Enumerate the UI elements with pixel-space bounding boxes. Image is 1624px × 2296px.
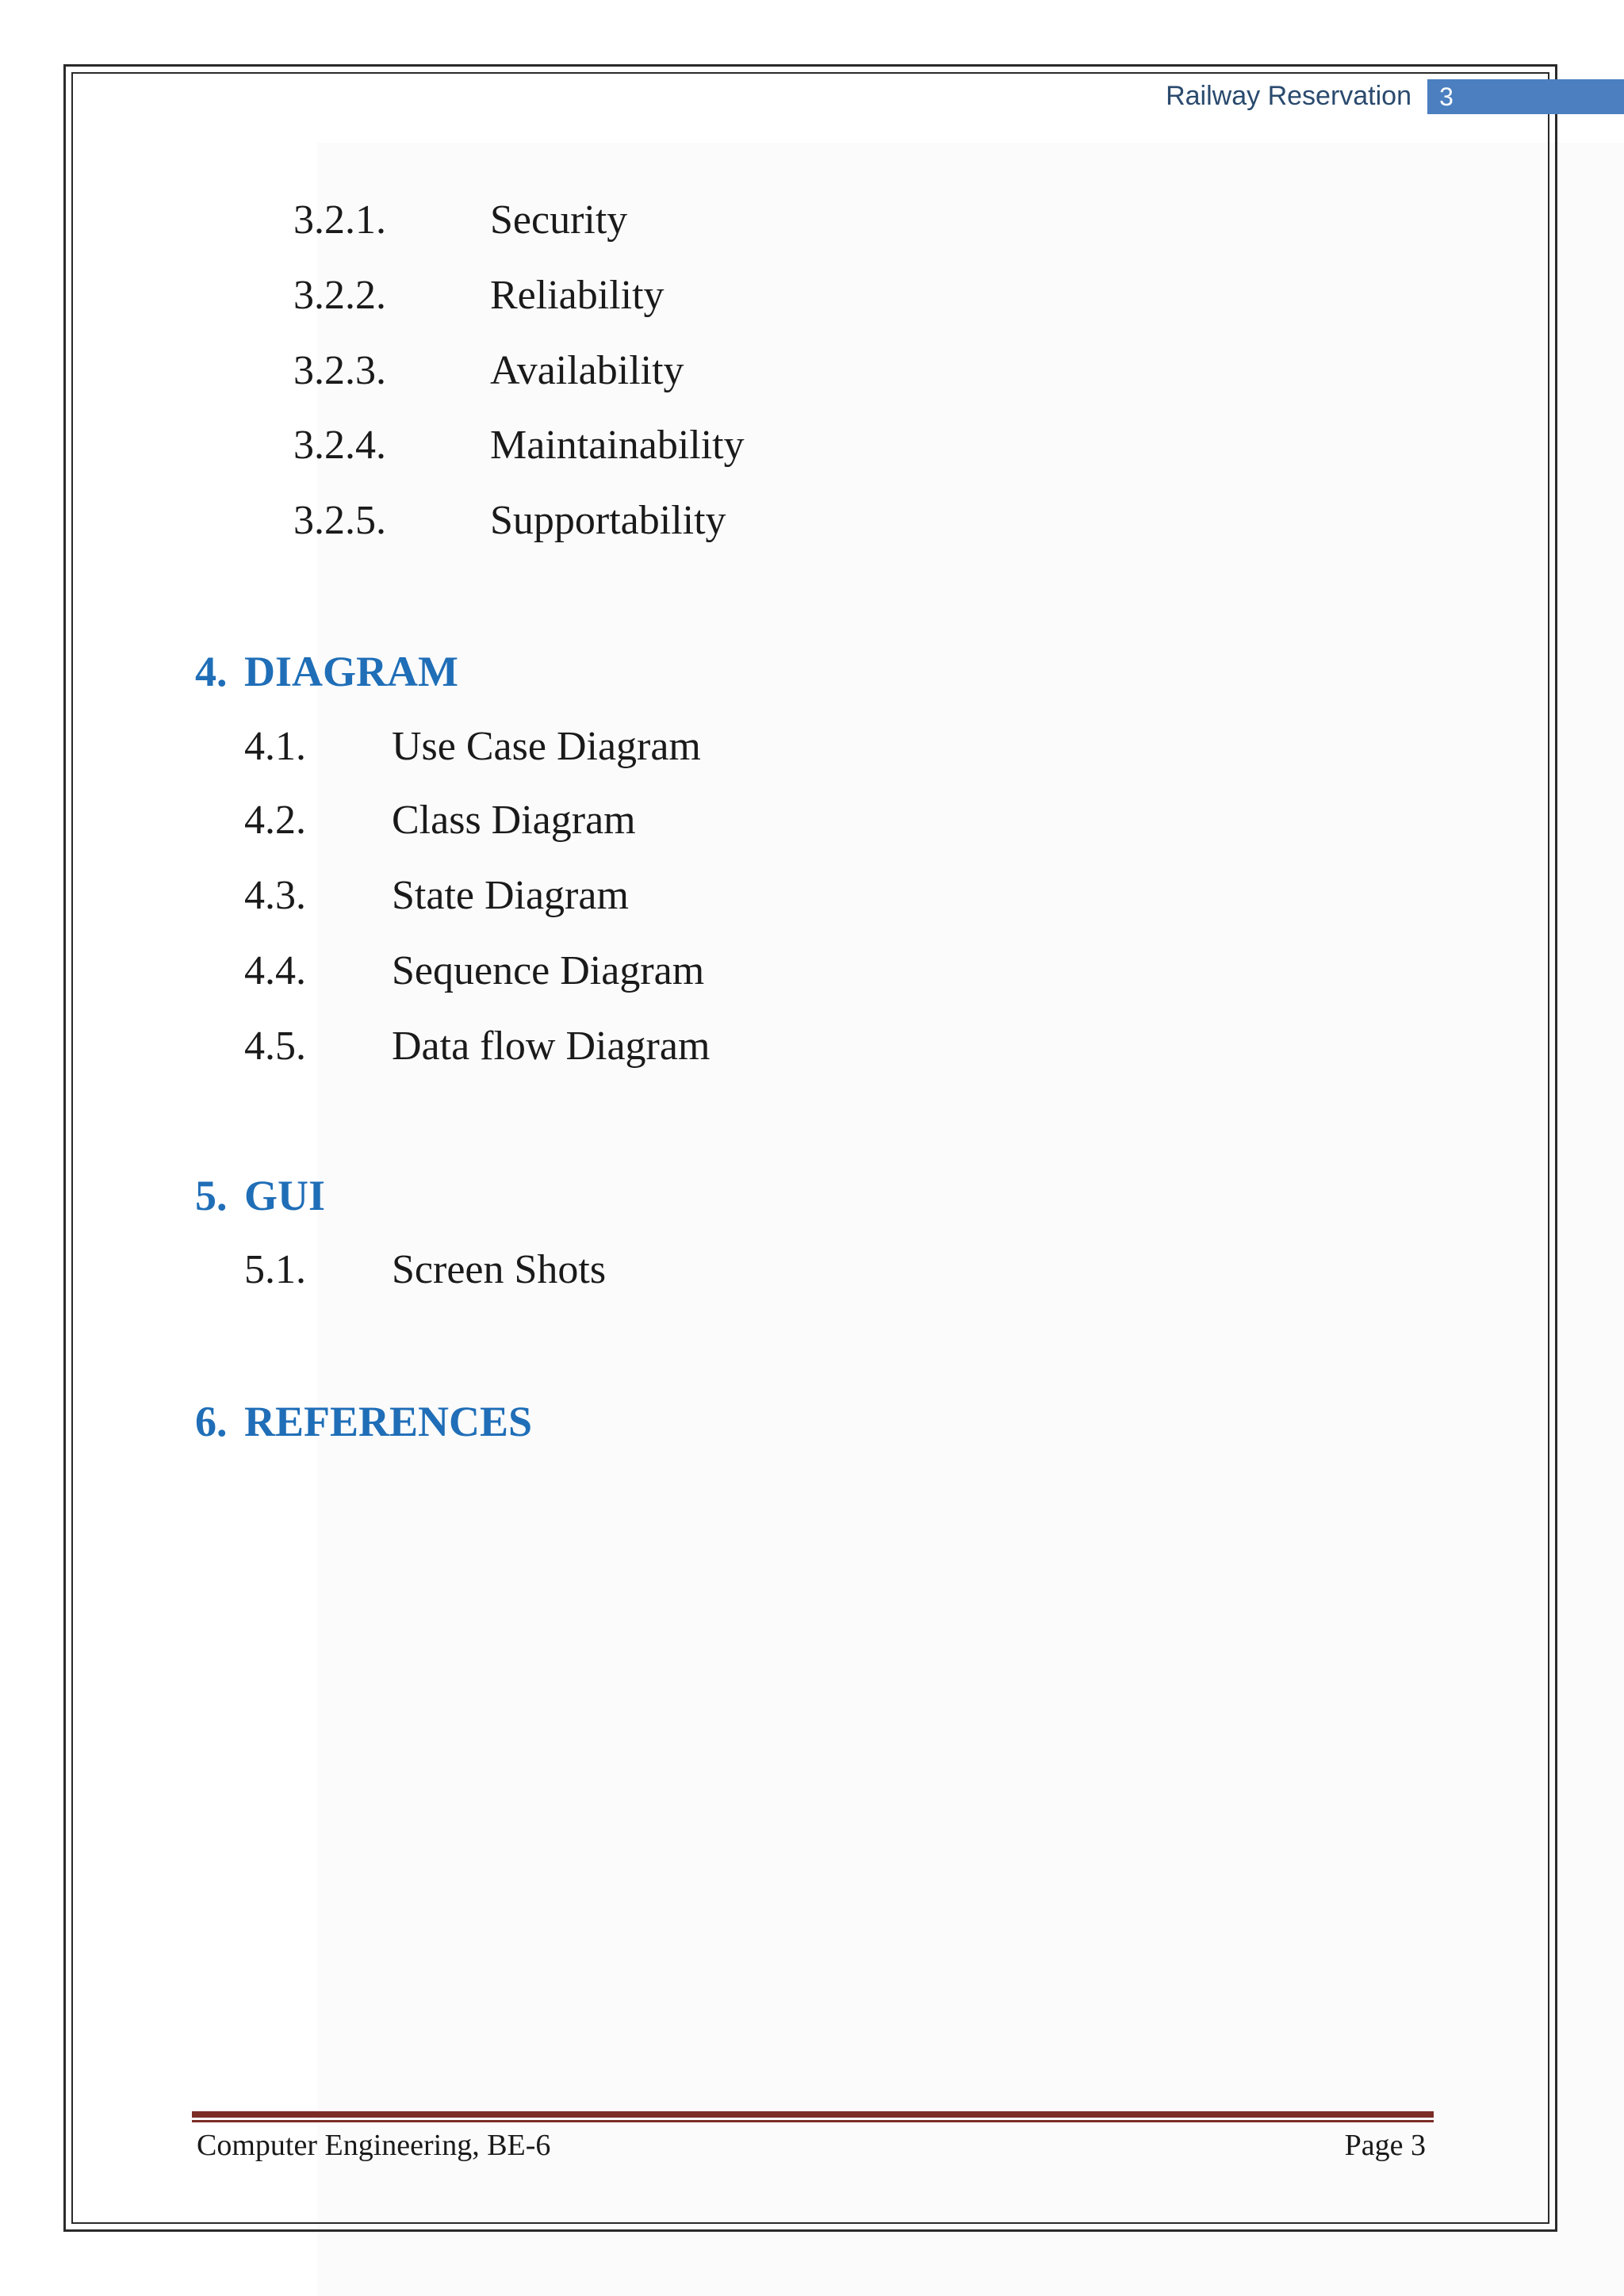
toc-item-label: Security (490, 197, 628, 243)
footer-department: Computer Engineering, BE-6 (197, 2129, 551, 2162)
toc-item-number: 3.2.3. (293, 348, 386, 393)
section-title: DIAGRAM (244, 648, 458, 695)
toc-item-number: 3.2.1. (293, 197, 386, 243)
toc-item-number: 4.1. (244, 724, 306, 769)
section-title: GUI (244, 1172, 326, 1219)
toc-item-label: Class Diagram (392, 798, 636, 843)
header-accent-bar (1465, 79, 1624, 114)
toc-item-number: 3.2.5. (293, 498, 386, 543)
section-number: 6. (195, 1398, 228, 1445)
section-number: 4. (195, 648, 228, 695)
toc-item-number: 4.2. (244, 798, 306, 843)
toc-item-number: 4.3. (244, 873, 306, 918)
footer-rule-thick (192, 2111, 1434, 2118)
toc-item-number: 4.4. (244, 948, 306, 993)
section-number: 5. (195, 1172, 228, 1219)
toc-item-label: Data flow Diagram (392, 1024, 710, 1069)
toc-item-label: Use Case Diagram (392, 724, 701, 769)
toc-item-label: Supportability (490, 498, 726, 543)
toc-item-label: Sequence Diagram (392, 948, 705, 993)
toc-item-label: Reliability (490, 273, 665, 318)
toc-item-number: 4.5. (244, 1024, 306, 1069)
toc-item-label: State Diagram (392, 873, 629, 918)
toc-item-label: Availability (490, 348, 684, 393)
toc-item-number: 3.2.4. (293, 423, 386, 468)
section-title: REFERENCES (244, 1398, 533, 1445)
footer-rule (192, 2111, 1434, 2122)
header-page-number: 3 (1427, 79, 1465, 114)
toc-item-label: Screen Shots (392, 1247, 607, 1292)
footer-rule-thin (192, 2120, 1434, 2122)
toc-item-number: 5.1. (244, 1247, 306, 1292)
toc-item-label: Maintainability (490, 423, 745, 468)
footer-page-label: Page 3 (1344, 2129, 1426, 2162)
page-border-inner (71, 72, 1549, 2224)
header-title: Railway Reservation (1166, 81, 1411, 111)
toc-item-number: 3.2.2. (293, 273, 386, 318)
